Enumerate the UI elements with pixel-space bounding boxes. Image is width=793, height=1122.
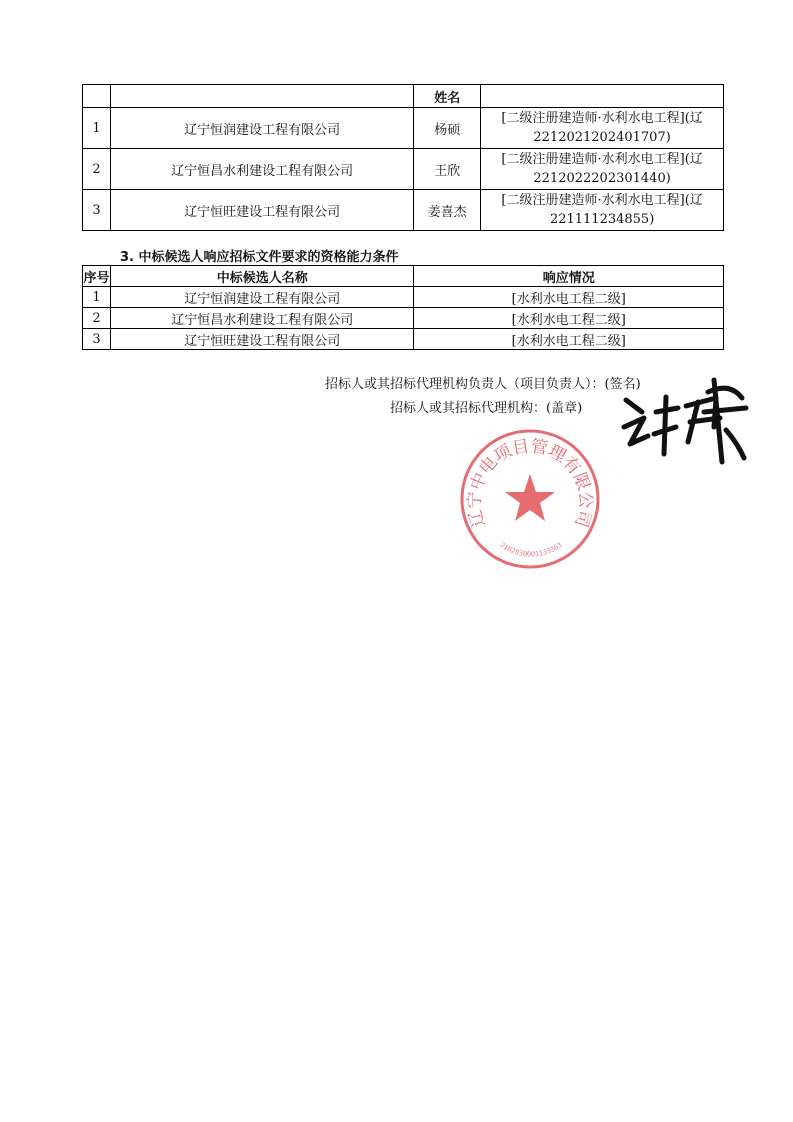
company-seal [455,424,605,574]
header-response: 响应情况 [414,266,724,287]
handwritten-signature [620,372,750,467]
candidate-name: 辽宁恒昌水利建设工程有限公司 [110,308,414,329]
qualification-line: 221111234855) [549,212,655,227]
personnel-table [82,84,724,231]
row-number: 1 [83,287,111,308]
table-row [83,329,724,350]
table-row [83,308,724,329]
row-number: 3 [83,190,111,231]
person-name: 杨硕 [414,108,481,149]
row-number: 2 [83,308,111,329]
qualification-line: [二级注册建造师·水利水电工程](辽 [501,152,703,167]
qualification-line: 2212021202401707) [533,130,671,145]
header-cell-empty [110,85,413,108]
seal-number: 2102030001133363 [498,540,564,559]
response: [水利水电工程二级] [414,308,724,329]
signature-label: 招标人或其招标代理机构负责人（项目负责人）：(签名) [325,377,641,392]
company-name: 辽宁恒润建设工程有限公司 [110,108,413,149]
person-name: 王欣 [414,149,481,190]
table-header-row [83,85,724,108]
qualification-table [82,265,724,350]
company-name: 辽宁恒昌水利建设工程有限公司 [110,149,413,190]
response: [水利水电工程二级] [414,329,724,350]
header-serial: 序号 [83,266,111,287]
qualification [481,190,724,231]
table-row [83,149,724,190]
table-header-row [83,266,724,287]
response: [水利水电工程二级] [414,287,724,308]
seal-star-icon [505,474,555,521]
header-name: 姓名 [414,85,481,108]
row-number: 3 [83,329,111,350]
table-row [83,287,724,308]
candidate-name: 辽宁恒润建设工程有限公司 [110,287,414,308]
qualification [481,149,724,190]
person-name: 姜喜杰 [414,190,481,231]
qualification-line: [二级注册建造师·水利水电工程](辽 [501,193,703,208]
table-row [83,108,724,149]
header-cell-empty [83,85,111,108]
table-row [83,190,724,231]
qualification [481,108,724,149]
qualification-line: [二级注册建造师·水利水电工程](辽 [501,111,703,126]
company-name: 辽宁恒旺建设工程有限公司 [110,190,413,231]
header-candidate-name: 中标候选人名称 [110,266,414,287]
row-number: 2 [83,149,111,190]
qualification-line: 2212022202301440) [533,171,671,186]
seal-label: 招标人或其招标代理机构：(盖章) [390,401,583,416]
section-heading: 3. 中标候选人响应招标文件要求的资格能力条件 [120,250,399,265]
seal-text: 辽宁中电项目管理有限公司 [464,436,596,530]
row-number: 1 [83,108,111,149]
header-cell-empty [481,85,724,108]
candidate-name: 辽宁恒旺建设工程有限公司 [110,329,414,350]
